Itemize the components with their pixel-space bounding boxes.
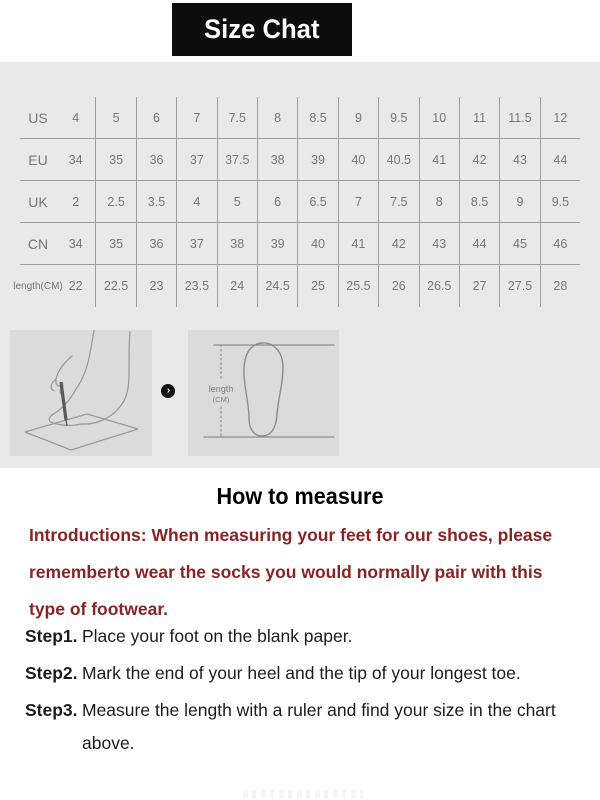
size-value-cell: 8 — [419, 181, 459, 222]
size-value-cell: 6 — [257, 181, 297, 222]
table-row — [20, 97, 580, 139]
step-item — [25, 694, 580, 760]
size-value-cell: 39 — [257, 223, 297, 264]
size-value-cell: 5 — [95, 97, 135, 138]
introductions-paragraph — [29, 517, 585, 628]
step-number: Step3. — [25, 700, 78, 720]
size-value-cell: 37 — [176, 139, 216, 180]
size-value-cell: 27 — [459, 265, 499, 307]
size-value-cell: 24.5 — [257, 265, 297, 307]
size-value-cell: 36 — [136, 139, 176, 180]
size-value-cell: 34 — [68, 152, 83, 167]
size-value-cell: 7.5 — [378, 181, 418, 222]
table-row — [13, 265, 580, 307]
row-header-us: US — [28, 109, 48, 126]
step-text: Mark the end of your heel and the tip of your longest toe. — [82, 663, 521, 683]
size-value-cell: 44 — [459, 223, 499, 264]
intro-line: Introductions: When measuring your feet for our shoes, please — [29, 525, 553, 545]
size-value-cell: 43 — [499, 139, 539, 180]
size-value-cell: 22.5 — [95, 265, 135, 307]
size-value-cell: 7 — [338, 181, 378, 222]
size-value-cell: 45 — [499, 223, 539, 264]
size-value-cell: 37 — [176, 223, 216, 264]
size-value-cell: 6 — [136, 97, 176, 138]
size-chart-header — [172, 3, 352, 56]
size-value-cell: 22 — [68, 279, 83, 293]
size-value-cell: 40 — [338, 139, 378, 180]
table-row — [20, 223, 580, 265]
step-text: Measure the length with a ruler and find your size in the chart above. — [82, 700, 556, 753]
size-value-cell: 8.5 — [459, 181, 499, 222]
size-value-cell: 38 — [257, 139, 297, 180]
size-value-cell: 35 — [95, 139, 135, 180]
row-header-eu: EU — [28, 151, 48, 168]
size-value-cell: 41 — [419, 139, 459, 180]
size-value-cell: 41 — [338, 223, 378, 264]
size-value-cell: 25 — [297, 265, 337, 307]
faint-watermark — [243, 790, 363, 799]
size-value-cell: 4 — [176, 181, 216, 222]
size-value-cell: 2 — [72, 194, 80, 209]
size-value-cell: 7 — [176, 97, 216, 138]
size-value-cell: 5 — [217, 181, 257, 222]
step-text: Place your foot on the blank paper. — [82, 626, 353, 646]
size-value-cell: 44 — [540, 139, 580, 180]
size-value-cell: 26 — [378, 265, 418, 307]
length-label: length — [208, 384, 234, 394]
hand-marking-foot-drawing — [10, 330, 152, 456]
size-value-cell: 8 — [257, 97, 297, 138]
intro-line: rememberto wear the socks you would normally pair with this — [29, 562, 543, 582]
step-item — [25, 657, 580, 690]
size-chart-panel — [0, 62, 600, 468]
foot-outline-measurement-drawing — [188, 330, 339, 456]
size-value-cell: 23 — [136, 265, 176, 307]
size-value-cell: 2.5 — [95, 181, 135, 222]
size-value-cell: 4 — [72, 110, 80, 125]
size-value-cell: 27.5 — [499, 265, 539, 307]
foot-length-illustration — [188, 330, 339, 456]
size-value-cell: 9.5 — [378, 97, 418, 138]
size-value-cell: 7.5 — [217, 97, 257, 138]
size-value-cell: 25.5 — [338, 265, 378, 307]
size-value-cell: 9 — [338, 97, 378, 138]
size-value-cell: 9.5 — [540, 181, 580, 222]
size-value-cell: 42 — [459, 139, 499, 180]
step-item — [25, 620, 580, 653]
measure-steps-list — [25, 620, 580, 764]
table-row — [20, 181, 580, 223]
size-value-cell: 40 — [297, 223, 337, 264]
size-value-cell: 8.5 — [297, 97, 337, 138]
size-value-cell: 37.5 — [217, 139, 257, 180]
size-value-cell: 12 — [540, 97, 580, 138]
size-value-cell: 26.5 — [419, 265, 459, 307]
how-to-measure-heading: How to measure — [216, 483, 384, 509]
size-value-cell: 6.5 — [297, 181, 337, 222]
row-header-cn: CN — [27, 235, 49, 252]
size-value-cell: 38 — [217, 223, 257, 264]
size-value-cell: 10 — [419, 97, 459, 138]
size-value-cell: 42 — [378, 223, 418, 264]
size-value-cell: 9 — [499, 181, 539, 222]
row-header-uk: UK — [28, 193, 48, 210]
size-value-cell: 43 — [419, 223, 459, 264]
size-value-cell: 23.5 — [176, 265, 216, 307]
intro-line: type of footwear. — [29, 599, 169, 619]
size-value-cell: 3.5 — [136, 181, 176, 222]
size-value-cell: 36 — [136, 223, 176, 264]
size-chart-table — [13, 97, 580, 307]
size-value-cell: 28 — [540, 265, 580, 307]
size-value-cell: 35 — [95, 223, 135, 264]
row-header-lengthcm: length(CM) — [13, 280, 63, 292]
size-value-cell: 39 — [297, 139, 337, 180]
size-value-cell: 46 — [540, 223, 580, 264]
step-number: Step1. — [25, 626, 78, 646]
next-step-arrow-icon: › — [161, 384, 175, 398]
size-value-cell: 11 — [459, 97, 499, 138]
size-value-cell: 34 — [68, 236, 83, 251]
table-row — [20, 139, 580, 181]
page-title: Size Chat — [204, 14, 320, 44]
size-value-cell: 40.5 — [378, 139, 418, 180]
foot-marking-illustration — [10, 330, 152, 456]
size-value-cell: 24 — [217, 265, 257, 307]
step-number: Step2. — [25, 663, 78, 683]
length-unit-label: (CM) — [212, 395, 230, 404]
size-value-cell: 11.5 — [499, 97, 539, 138]
